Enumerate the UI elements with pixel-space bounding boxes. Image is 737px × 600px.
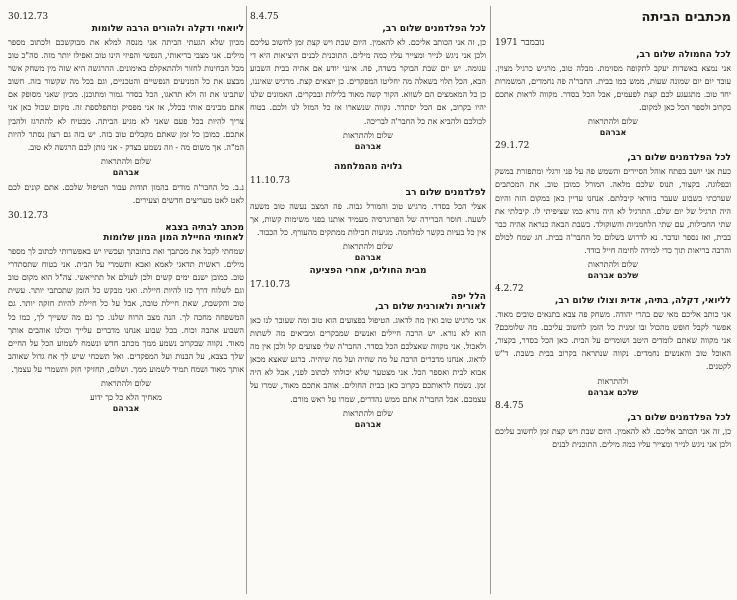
letter-body: אצלי הכל בסדר. מרגיש טוב והמורל גבוה. פה המצב נעשה טוב משעה לשעה. חוסר הברירה של הפרוגרסיה מעמיד אותנו בפני משימות קשות, אך אין כל בעיות בקשר למלחמה. מגיעות חבילות ממתקים מהעורף. כל הכבוד. <box>250 201 486 237</box>
letter-greeting: לכל הפלדמנים שלום רב, <box>627 153 731 164</box>
letter <box>495 401 731 451</box>
letter <box>250 176 486 262</box>
letter-date: 8.4.75 <box>250 12 279 22</box>
letter-signature: אברהם <box>354 419 382 429</box>
letter-date: 30.12.73 <box>8 12 49 22</box>
column-middle <box>250 8 486 596</box>
letter-closing: ולהתראות <box>597 376 629 386</box>
letter-body: כן, זה אני הכותב אליכם. לא להאמין. היום שבת ויש קצת זמן לחשוב עליכם ולכן אני ניגש לנייר ומצייר עליו כמה מילים. התוכנית לבנים היציאות היא די עגומה. יש יום שבת הבוקר בשדה, פה. אינני יודע אם אהיה בבית השבוע הבא, הכל תלוי בשאלה מה יחליטו המפקדים. כן יוצאים קצת. מרגיש שאיננו, כן כל המאמצים הם לשווא. הקור קשה מאוד בלילות ובבקרים. האמונים שלנו יהיו בקרוב, אם הכל יסתדר. נקווה שנשארו אז כל המזל לנו ולכם. בטוח לכולכם ולהביא את כל החבר'ה לבריכה. <box>250 38 486 126</box>
letter-date: 30.12.73 <box>8 211 49 222</box>
letter-signature: אברהם <box>354 141 382 151</box>
letter-date: 11.10.73 <box>250 175 291 186</box>
letter <box>250 12 486 151</box>
letter <box>8 12 244 177</box>
letter-signature: אברהם <box>112 167 140 177</box>
letter-body: אני מרגיש טוב ואין מה לדאוג. הטיפול בפצועים הוא טוב ומה שעובר לנו כאן הוא לא נורא. יש הרבה חיילים ואנשים שמבקרים ומביאים מה לשתות ולאכול. אני מקווה שאצלכם הכל בסדר. החבר'ה שלי פצועים קל ולכן אין מה לדאוג. אנחנו מדברים הרבה על מה שהיה ועל מה שיהיה. ברגע שאצא מכאן אבוא לבית ואספר הכל. אני מצטער שלא יכולתי לכתוב לפני, אבל לא היה זמן. נשמח לראותכם בקרוב כאן בבית החולים. אוהב אתכם מאוד, שמרו על עצמכם. אבל החבר'ה אתם ממש נהדרים, שמרו על ראש מורם. <box>250 315 486 404</box>
letter-signature: אברהם <box>599 128 627 138</box>
letter-greeting: ליואחי ודקלה ולהורים הרבה שלומות <box>91 24 244 34</box>
letter <box>8 211 244 413</box>
letter-closing: שלום ולהתראות <box>588 260 638 270</box>
column-left <box>8 8 244 596</box>
letter-date: 4.2.72 <box>495 284 524 295</box>
letter-signature: אברהם <box>354 252 382 262</box>
letter-body: אני כותב אליכם מאי שם בהרי יהודה. משחק פה צבא בתנאים טובים מאוד. אפשר לקבל חופש מהכול ובו זמנית כל הזמן לחשוב עליכם. מה שלומכם? אני מקווה שאתם לומדים היטב ושומרים על הבית. כאן הכל בסדר, בקצור, האוכל טוב והאנשים נחמדים. נקווה שנתראה בקרוב בבית בשבת. ד"ש לקטנים. <box>495 310 731 372</box>
section-heading: מבית החולים, אחרי הפציעה <box>309 265 427 276</box>
postscript: נ.ב. כל החבר'ה מודים בהמון תודות עבור הטיפול שלכם. אתם קונים לכם לאט לאט מעריצים חדשים וצעירים. <box>8 182 244 205</box>
letter-greeting: לכל הפלדמנים שלום רב, <box>382 24 486 34</box>
letter-greeting: מכתב לבתיה בצבא לאחותי החיילת המון המון שלומות <box>103 223 244 244</box>
letter-signature: אברהם <box>112 403 140 413</box>
letter-body: שמחתי לקבל את מכתבך ואת כתובתך ועכשיו יש באפשרותי לכתוב לך מספר מילים. ראשית תדאגי לאמא ואבא ותשמרי על הבית. אני בטוח שתסתדרי טוב. כמובן ישנם ימים קשים ולכן לעולם אל תתייאשי. צה"ל הוא מקום טוב וגם לשלוח דרך כזו להיות חיילת. ואני מבקש כל הזמן שתכתבי יותר. עשית טוב והקשבת, שאת חיילת טובה, אבל על כל חיילת להיות חזקה יותר. גם המשפחה מחכה לך. הנה מצב הרוח שלנו. כך גם מה ששייך לך, כמו כל השבוע אהבה וכוח. בכל שבוע אנחנו מדברים עלייך וכולנו אוהבים אותך מאוד. נקווה שבקרוב נשמע ממך מכתב חדש ונשמח לשמוע הכל על החיים שלך בצבא, על הבנות ועל המפקדים. ואל תשכחי שיש לך אח גדול שאוהב אותך מאוד ושמח תמיד לשמוע ממך. ושלום, תחזיקי חזק ותשמרי על עצמך. <box>8 247 244 374</box>
letter-body: כעת אני יושב בפתח אוהל הסיירים והשמש פה על פני ורגלי ומתפזרת במשק ובפלוגה. בקצור, תנוס שלכם מלאה. המורל כמובן טוב. את המכתבים שערכתי בשבוע שעבר בוודאי קיבלתם. אנחנו עדיין כאן במקום הזה והיום היה תרגיל של יום שלם. התרגיל לא היה נורא כמו שציפיתי לו. קיבלתי את שתי החבילות, עם שתי הלחמניות והשוקולד. בשבת הבאה כנראה אהיה כבר בבית, ואז נספר ונדבר. נא לדרוש בשלום כל החבר'ה בבית. חג שמח לכולם והרבה בריאות תוך כדי למידה לחימה חייל בודד. <box>495 167 731 255</box>
letter-closing-line: מאחיך הלא כל כך ידוע <box>90 392 162 402</box>
column-divider <box>246 6 247 594</box>
letter-greeting: לכל החמולה שלום רב, <box>636 50 731 60</box>
letter-greeting: הלל יפה לאורית ולאורנית שלום רב, <box>374 291 486 312</box>
section-heading: גלויה מהמלחמה <box>333 161 403 172</box>
letter-closing: שלום ולהתראות <box>101 378 151 388</box>
column-right <box>495 8 731 596</box>
letter-date: 17.10.73 <box>250 279 291 290</box>
letter-date: 8.4.75 <box>495 400 524 411</box>
letter-date: נובמבר 1971 <box>495 38 545 48</box>
letter <box>495 37 731 137</box>
letter <box>495 284 731 396</box>
letter-greeting: לליואי, דקלה, בתיה, אדית וצולו שלום רב, <box>554 296 731 307</box>
letter-closing: שלום ולהתראות <box>343 408 393 418</box>
page-title: מכתבים הביתה <box>641 10 731 25</box>
letter-closing: שלום ולהתראות <box>588 117 638 127</box>
letter <box>495 141 731 280</box>
letter-signature: שלכם אברהם <box>587 387 639 397</box>
letter-body: מכיון שלא הגעתי הביתה אני מנסה למלא את מבוקשכם ולכתוב מספר מילים. אני מצבי בריאותי, הנפשי והפיזי הינו טוב ואפילו יותר מזה. סה"כ טוב מכל הבחינות לחזור ולהתאקלם באימונים. ההרגשה היא שזה מין משחק אשר מבצע את כל המניעים הנפשיים והטכניים, וגם בכל מה שקשור בזה. חשוב שתבינו את זה ולא תדאגו, הכל בסדר גמור ומתוכנן. מכיון שאני מסופק אם אתם מבינים אותי בכלל, אז אני מפסיק ומתפלספת זה. מקום שכול כאן אני צריך להיות בכל פעם שאני לא מגיע הביתה. מבטיח לא להתרגז ולהבין אתכם. כמובן כל זמן שאתם מקבלים טוב בזה. יש בזה גם רצון נסתר להיות המ"ה. אך משום מה - וזה נשמע בצדק - אני נותן לכם הרגשה לא טוב. <box>8 38 244 152</box>
letter-body: אני נמצא באשדות יעקב לתקופה מסוימת. מבלה טוב, מרגיש כרגיל מצוין. עובד יום יום שמונה שעות, ממש כמו בבית. החבר'ה פה נחמדים, המשמרות יחד טוב. מתגעגע לכם קצת לפעמים, אבל הכל בסדר. מקווה לראות אתכם בקרוב ולספר הכל כאן למקום. <box>495 64 731 113</box>
column-divider <box>490 6 491 594</box>
letter-greeting: לכל הפלדמנים שלום רב, <box>627 412 731 423</box>
letter-closing: שלום ולהתראות <box>343 241 393 251</box>
letter-greeting: לפלדמנים שלום רב <box>405 187 486 198</box>
letter-signature: שלכם אברהם <box>587 271 639 281</box>
letter-body: כן, זה אני הכותב אליכם. לא להאמין. היום שבת ויש קצת זמן לחשוב עליכם ולכן אני ניגש לנייר ומצייר עליו כמה מילים. התוכנית לבנים <box>495 426 731 449</box>
letter <box>250 280 486 429</box>
letter-closing: שלום ולהתראות <box>343 130 393 140</box>
letter-date: 29.1.72 <box>495 141 530 152</box>
letter-closing: שלום ולהתראות <box>101 156 151 166</box>
